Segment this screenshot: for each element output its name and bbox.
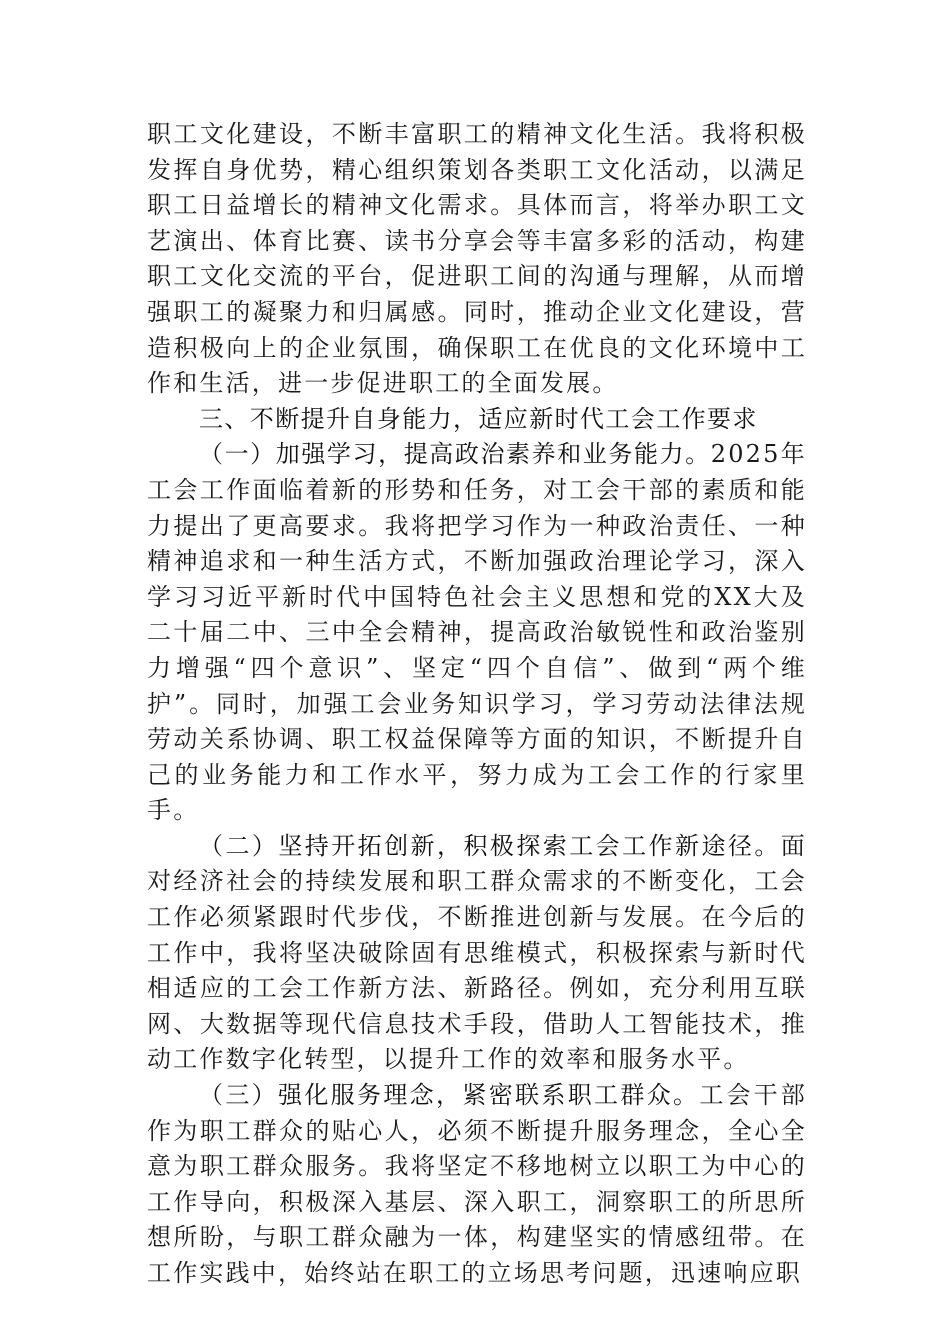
subsection-3-lead: （三）强化服务理念，紧密联系职工群众。 xyxy=(199,1081,700,1110)
subsection-2-text: 面对经济社会的持续发展和职工群众需求的不断变化，工会工作必须紧跟时代步伐，不断推进创新与发展。在今后的工作中，我将坚决破除固有思维模式，积极探索与新时代相适应的工会工作新方法、新路径。例如，充分利用互联网、大数据等现代信息技术手段，借助人工智能技术，推动工作数字化转型，以提升工作的效率和服务水平。 xyxy=(147,831,807,1074)
subsection-1 xyxy=(147,437,807,829)
subsection-2 xyxy=(147,829,807,1078)
subsection-3-text: 工会干部作为职工群众的贴心人，必须不断提升服务理念，全心全意为职工群众服务。我将坚定不移地树立以职工为中心的工作导向，积极深入基层、深入职工，洞察职工的所思所想所盼，与职工群众融为一体，构建坚实的情感纽带。在工作实践中，始终站在职工的立场思考问题，迅速响应职 xyxy=(147,1081,807,1287)
document-page xyxy=(147,117,807,1292)
subsection-3 xyxy=(147,1078,807,1292)
subsection-1-lead: （一）加强学习，提高政治素养和业务能力。 xyxy=(199,440,711,469)
section-heading: 三、不断提升自身能力，适应新时代工会工作要求 xyxy=(199,404,758,433)
subsection-1-text: 2025年工会工作面临着新的形势和任务，对工会干部的素质和能力提出了更高要求。我将把学习作为一种政治责任、一种精神追求和一种生活方式，不断加强政治理论学习，深入学习习近平新时代中国特色社会主义思想和党的XX大及二十届二中、三中全会精神，提高政治敏锐性和政治鉴别力增强“四个意识”、坚定“四个自信”、做到“两个维护”。同时，加强工会业务知识学习，学习劳动法律法规劳动关系协调、职工权益保障等方面的知识，不断提升自己的业务能力和工作水平，努力成为工会工作的行家里手。 xyxy=(147,440,807,825)
paragraph-staff-culture: 职工文化建设，不断丰富职工的精神文化生活。我将积极发挥自身优势，精心组织策划各类职工文化活动，以满足职工日益增长的精神文化需求。具体而言，将举办职工文艺演出、体育比赛、读书分享会等丰富多彩的活动，构建职工文化交流的平台，促进职工间的沟通与理解，从而增强职工的凝聚力和归属感。同时，推动企业文化建设，营造积极向上的企业氛围，确保职工在优良的文化环境中工作和生活，进一步促进职工的全面发展。 xyxy=(147,120,807,398)
subsection-2-lead: （二）坚持开拓创新，积极探索工会工作新途径。 xyxy=(199,831,781,860)
